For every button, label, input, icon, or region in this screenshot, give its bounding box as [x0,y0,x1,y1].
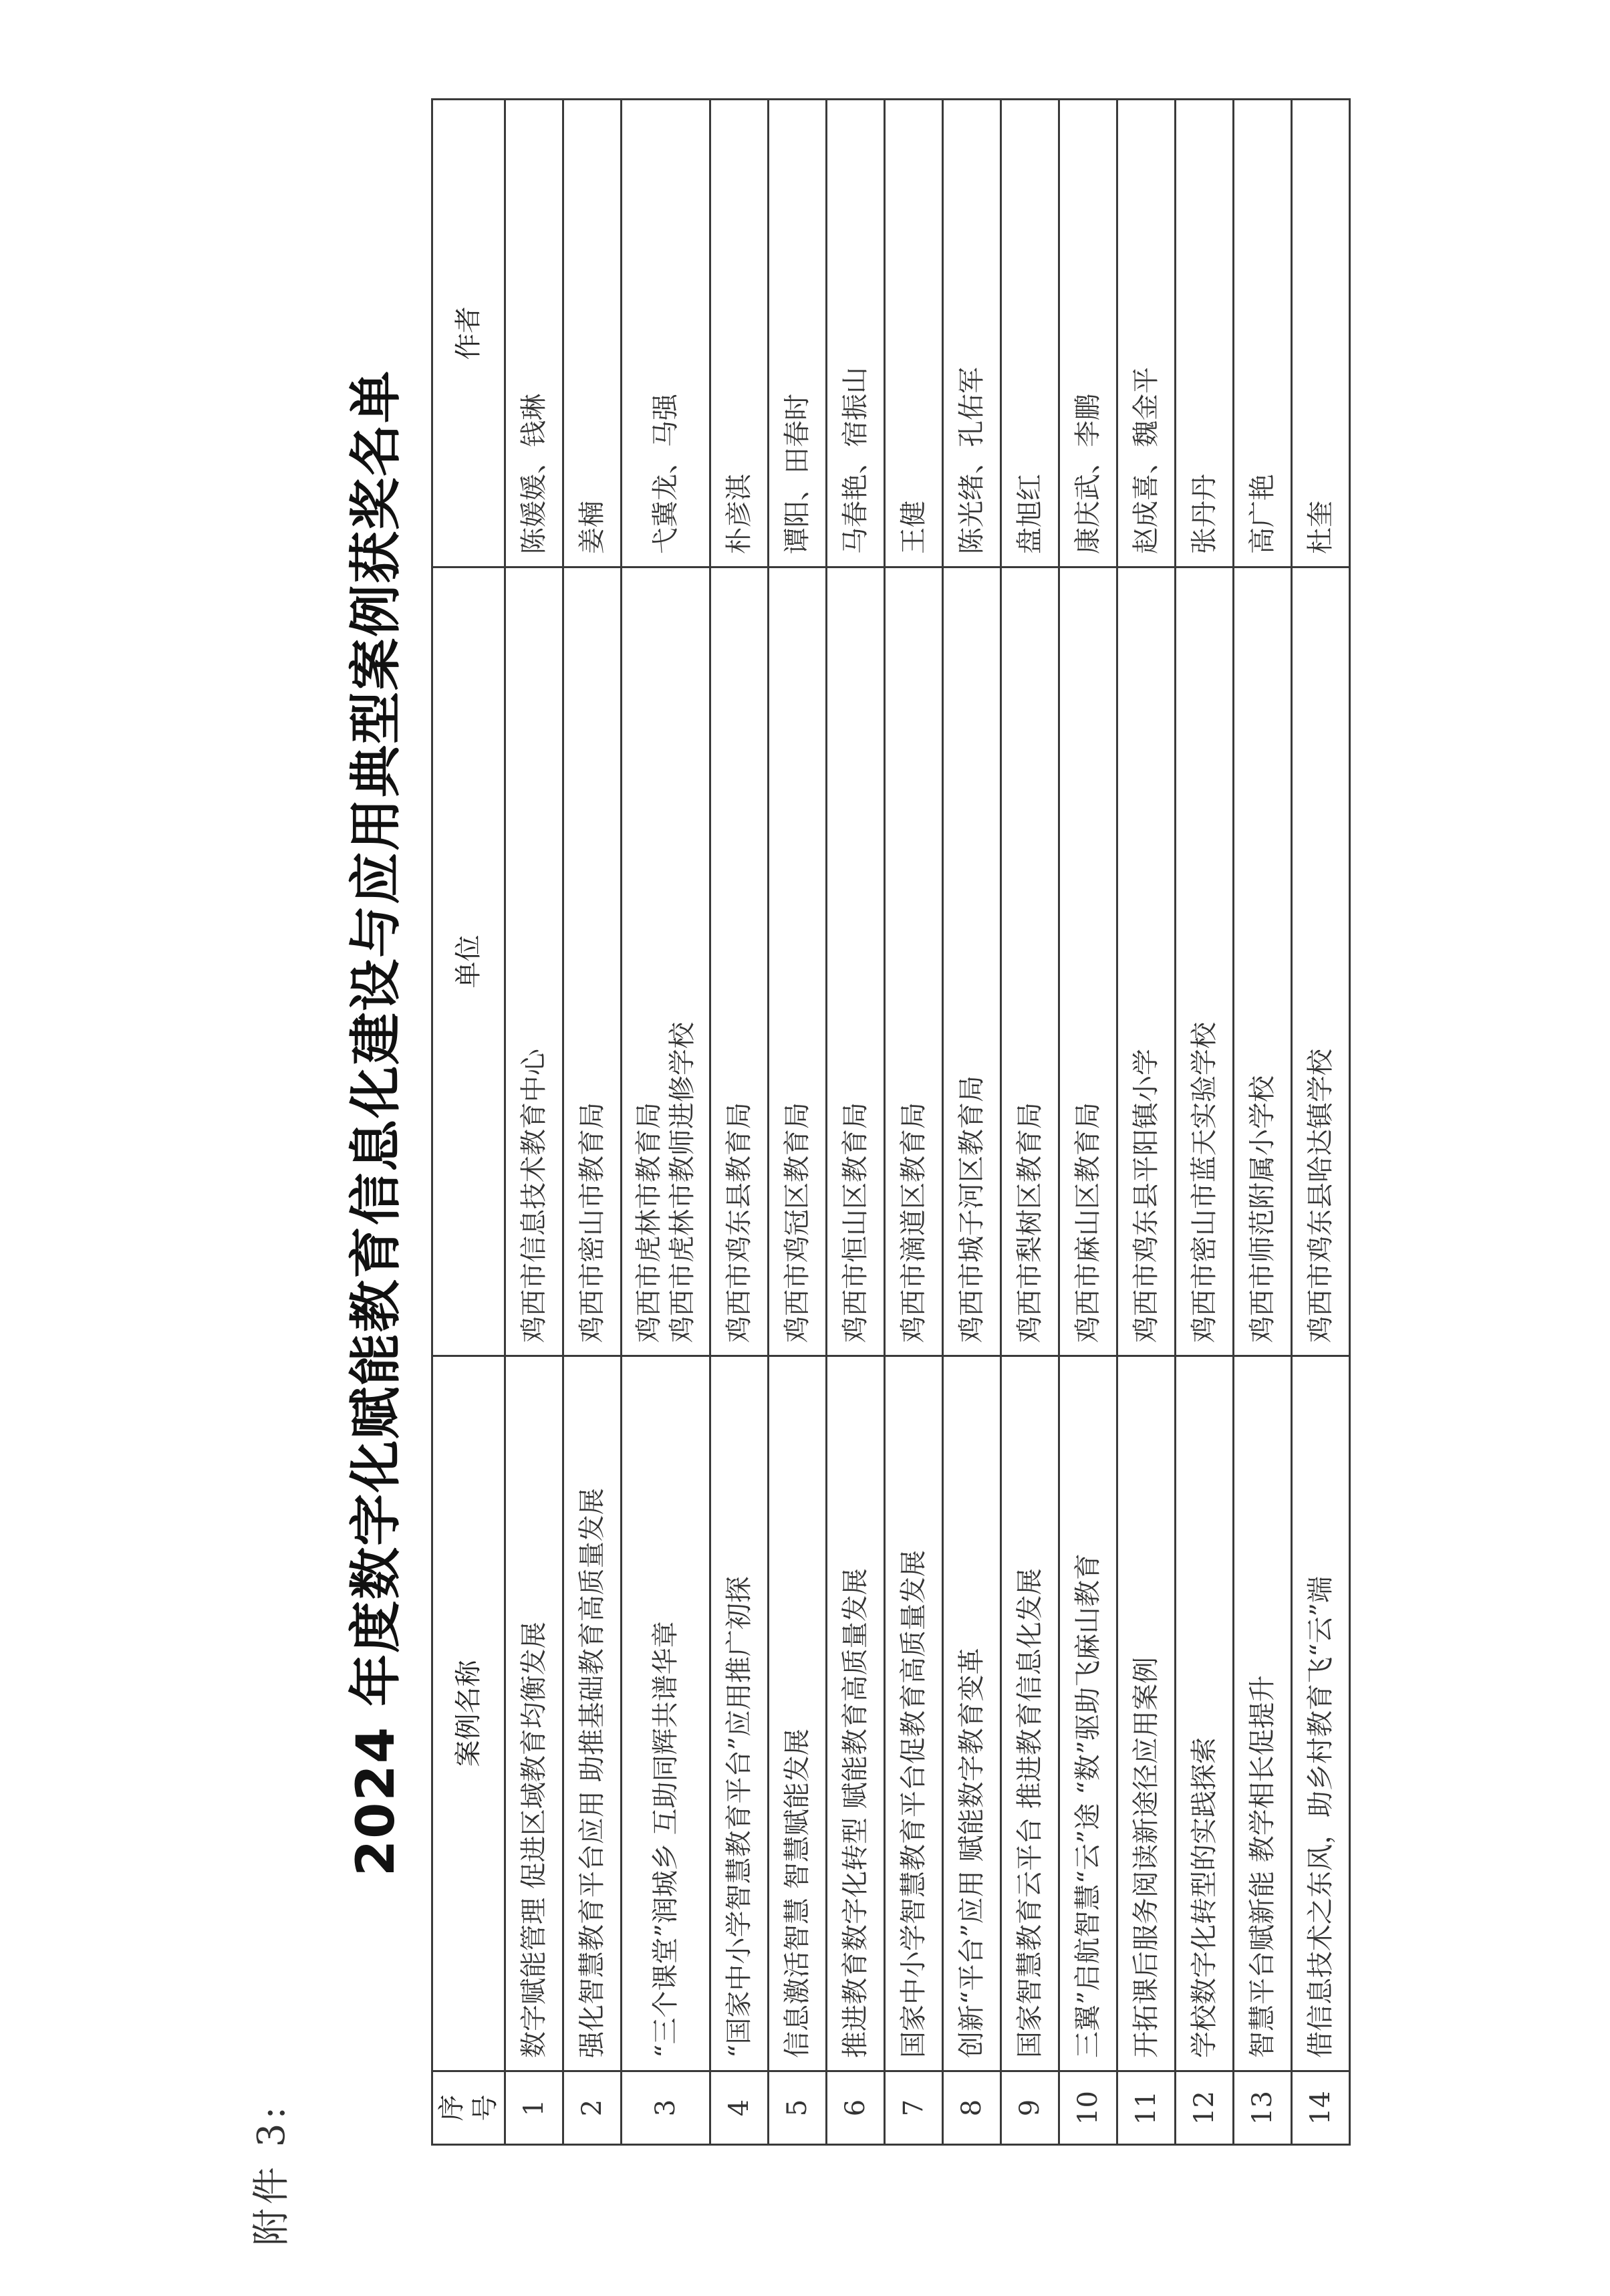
cell-num: 2 [563,2071,622,2145]
cell-case-name: 借信息技术之东风，助乡村教育飞“云”端 [1292,1356,1350,2071]
table-row [505,100,563,2145]
cell-author: 谭阳、田春时 [769,100,827,567]
cell-author: 朴彦淇 [710,100,769,567]
cell-unit [827,567,885,1356]
table-header-row [432,100,505,2145]
unit-line: 鸡西市恒山区教育局 [840,1102,871,1343]
cell-num: 3 [622,2071,710,2145]
table-row [1059,100,1117,2145]
cell-case-name: 学校数字化转型的实践探索 [1176,1356,1234,2071]
unit-line: 鸡西市城子河区教育局 [956,1075,987,1343]
cell-author: 王健 [885,100,943,567]
unit-line: 鸡西市密山市教育局 [577,1102,608,1343]
cell-case-name: 信息激活智慧 智慧赋能发展 [769,1356,827,2071]
table-row [1292,100,1350,2145]
cell-unit [769,567,827,1356]
cell-num: 1 [505,2071,563,2145]
table-row [1234,100,1292,2145]
cell-case-name: 国家中小学智慧教育平台促教育高质量发展 [885,1356,943,2071]
cell-author: 马春艳、宿振山 [827,100,885,567]
cell-case-name: “国家中小学智慧教育平台”应用推广初探 [710,1356,769,2071]
cell-case-name: “三个课堂”润城乡 互助同辉共谱华章 [622,1356,710,2071]
cell-num: 10 [1059,2071,1117,2145]
cell-num: 9 [1001,2071,1059,2145]
cell-num: 5 [769,2071,827,2145]
cell-author: 陈媛媛、钱琳 [505,100,563,567]
cell-num: 4 [710,2071,769,2145]
cell-num: 13 [1234,2071,1292,2145]
cell-unit [710,567,769,1356]
unit-line: 鸡西市师范附属小学校 [1247,1075,1278,1343]
cell-unit [1059,567,1117,1356]
cell-unit [622,567,710,1356]
cell-num: 6 [827,2071,885,2145]
cell-author: 张丹丹 [1176,100,1234,567]
rotated-page [227,77,1390,2246]
unit-line: 鸡西市鸡东县教育局 [724,1102,755,1343]
cell-unit [1001,567,1059,1356]
cell-case-name: 智慧平台赋新能 教学相长促提升 [1234,1356,1292,2071]
unit-line: 鸡西市滴道区教育局 [898,1102,929,1343]
table-row [943,100,1001,2145]
table-row [1001,100,1059,2145]
cell-unit [505,567,563,1356]
cell-author: 盘旭红 [1001,100,1059,567]
document-title: 2024 年度数字化赋能教育信息化建设与应用典型案例获奖名单 [346,369,406,1877]
cell-unit [1176,567,1234,1356]
unit-line: 鸡西市梨树区教育局 [1015,1102,1045,1343]
table-row [563,100,622,2145]
cell-author: 陈光绪、孔佑军 [943,100,1001,567]
cell-case-name: 开拓课后服务阅读新途径应用案例 [1117,1356,1176,2071]
table-row [1117,100,1176,2145]
header-author: 作者 [432,100,505,567]
cell-num: 12 [1176,2071,1234,2145]
table-row [769,100,827,2145]
unit-line: 鸡西市密山市蓝天实验学校 [1189,1022,1220,1343]
cell-unit [1292,567,1350,1356]
cell-num: 11 [1117,2071,1176,2145]
cell-case-name: 推进教育数字化转型 赋能教育高质量发展 [827,1356,885,2071]
cell-author: 康庆武、李鹏 [1059,100,1117,567]
table-row [827,100,885,2145]
cell-unit [885,567,943,1356]
unit-line: 鸡西市鸡冠区教育局 [782,1102,813,1343]
cell-case-name: 三翼”启航智慧“云”途 “数”驱助飞麻山教育 [1059,1356,1117,2071]
header-case-name: 案例名称 [432,1356,505,2071]
cell-num: 14 [1292,2071,1350,2145]
cell-case-name: 创新“平台”应用 赋能数字教育变革 [943,1356,1001,2071]
cell-case-name: 国家智慧教育云平台 推进教育信息化发展 [1001,1356,1059,2071]
cell-author: 弋冀龙、马强 [622,100,710,567]
table-row [710,100,769,2145]
cell-case-name: 强化智慧教育平台应用 助推基础教育高质量发展 [563,1356,622,2071]
table-row [885,100,943,2145]
attachment-label: 附件 3: [250,2102,293,2246]
award-table [431,98,1351,2146]
unit-line: 鸡西市虎林市教师进修学校 [667,1022,698,1343]
table-row [1176,100,1234,2145]
unit-line: 鸡西市麻山区教育局 [1073,1102,1103,1343]
cell-unit [1117,567,1176,1356]
header-num: 序号 [432,2071,505,2145]
cell-unit [563,567,622,1356]
header-unit: 单位 [432,567,505,1356]
cell-author: 高广艳 [1234,100,1292,567]
cell-unit [1234,567,1292,1356]
unit-line: 鸡西市鸡东县哈达镇学校 [1305,1049,1336,1343]
unit-line: 鸡西市鸡东县平阳镇小学 [1131,1049,1162,1343]
cell-num: 8 [943,2071,1001,2145]
unit-line: 鸡西市信息技术教育中心 [519,1049,549,1343]
cell-author: 杜奎 [1292,100,1350,567]
unit-line: 鸡西市虎林市教育局 [634,1102,664,1343]
cell-author: 姜楠 [563,100,622,567]
cell-unit [943,567,1001,1356]
cell-author: 赵成喜、魏金平 [1117,100,1176,567]
cell-num: 7 [885,2071,943,2145]
cell-case-name: 数字赋能管理 促进区域教育均衡发展 [505,1356,563,2071]
table-row [622,100,710,2145]
